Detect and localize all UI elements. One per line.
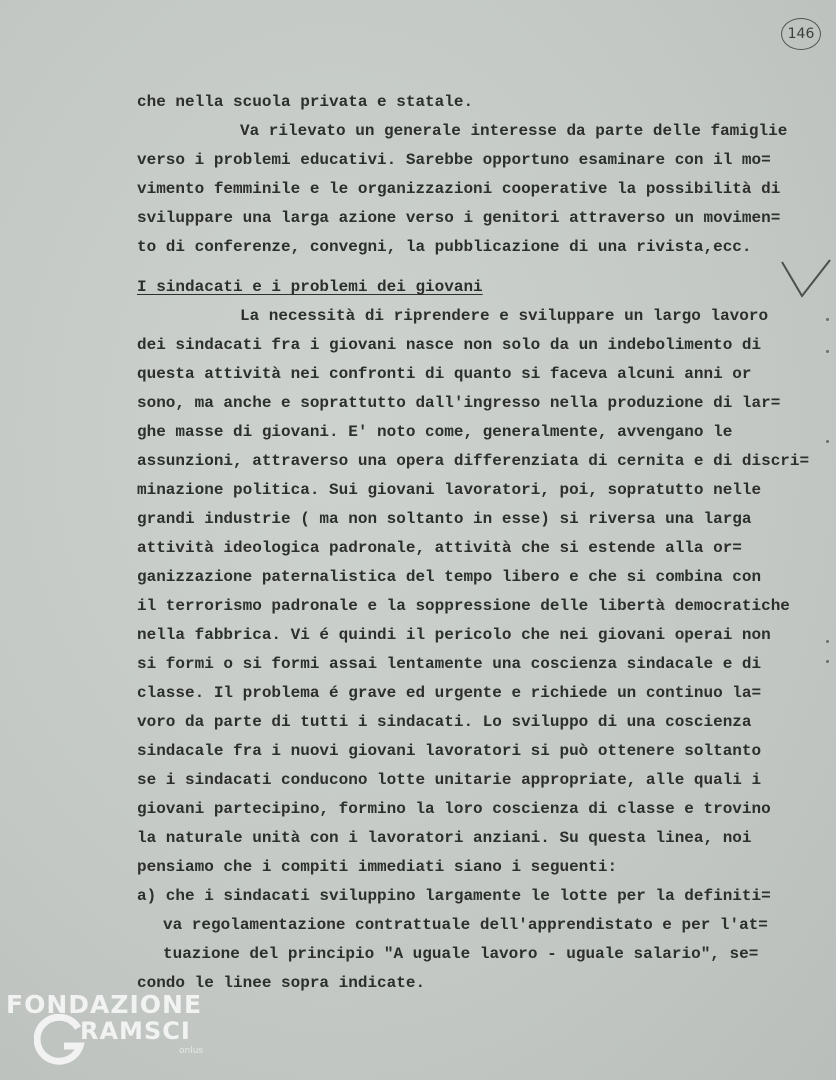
list-item-line: a) che i sindacati sviluppino largamente le lotte per la definiti= <box>137 887 771 905</box>
text-line: che nella scuola privata e statale. <box>137 93 474 111</box>
text-line: vimento femminile e le organizzazioni cooperative la possibilità di <box>137 180 781 198</box>
archive-watermark <box>4 990 214 1072</box>
g-logo-icon <box>34 1014 86 1066</box>
watermark-line1: FONDAZIONE <box>6 990 203 1019</box>
text-line: Va rilevato un generale interesse da parte delle famiglie <box>240 122 788 140</box>
text-line: classe. Il problema é grave ed urgente e richiede un continuo la= <box>137 684 762 702</box>
section-heading: I sindacati e i problemi dei giovani <box>137 278 483 296</box>
margin-mark <box>826 318 829 321</box>
text-line: nella fabbrica. Vi é quindi il pericolo che nei giovani operai non <box>137 626 771 644</box>
watermark-line2: RAMSCI <box>80 1017 191 1045</box>
text-line: assunzioni, attraverso una opera differenziata di cernita e di discri= <box>137 452 810 470</box>
page-number: 146 <box>787 26 815 42</box>
list-item-line: condo le linee sopra indicate. <box>137 974 426 992</box>
page-number-circle <box>781 18 821 50</box>
checkmark-mark <box>780 258 832 300</box>
text-line: pensiamo che i compiti immediati siano i seguenti: <box>137 858 618 876</box>
text-line: attività ideologica padronale, attività che si estende alla or= <box>137 539 742 557</box>
text-line: dei sindacati fra i giovani nasce non solo da un indebolimento di <box>137 336 762 354</box>
text-line: to di conferenze, convegni, la pubblicazione di una rivista,ecc. <box>137 238 752 256</box>
text-line: ganizzazione paternalistica del tempo libero e che si combina con <box>137 568 762 586</box>
text-line: grandi industrie ( ma non soltanto in esse) si riversa una larga <box>137 510 752 528</box>
text-line: se i sindacati conducono lotte unitarie appropriate, alle quali i <box>137 771 762 789</box>
list-item-line: va regolamentazione contrattuale dell'apprendistato e per l'at= <box>163 916 768 934</box>
margin-mark <box>826 440 829 443</box>
list-item-line: tuazione del principio "A uguale lavoro - uguale salario", se= <box>163 945 759 963</box>
text-line: la naturale unità con i lavoratori anziani. Su questa linea, noi <box>137 829 752 847</box>
text-line: si formi o si formi assai lentamente una coscienza sindacale e di <box>137 655 762 673</box>
text-line: La necessità di riprendere e sviluppare un largo lavoro <box>240 307 769 325</box>
text-line: minazione politica. Sui giovani lavoratori, poi, sopratutto nelle <box>137 481 762 499</box>
text-line: sono, ma anche e soprattutto dall'ingresso nella produzione di lar= <box>137 394 781 412</box>
text-line: sindacale fra i nuovi giovani lavoratori si può ottenere soltanto <box>137 742 762 760</box>
margin-mark <box>826 350 829 353</box>
text-line: ghe masse di giovani. E' noto come, generalmente, avvengano le <box>137 423 733 441</box>
text-line: il terrorismo padronale e la soppressione delle libertà democratiche <box>137 597 790 615</box>
text-line: sviluppare una larga azione verso i genitori attraverso un movimen= <box>137 209 781 227</box>
margin-mark <box>826 640 829 643</box>
text-line: verso i problemi educativi. Sarebbe opportuno esaminare con il mo= <box>137 151 771 169</box>
text-line: giovani partecipino, formino la loro coscienza di classe e trovino <box>137 800 771 818</box>
margin-mark <box>826 660 829 663</box>
text-line: questa attività nei confronti di quanto si faceva alcuni anni or <box>137 365 752 383</box>
text-line: voro da parte di tutti i sindacati. Lo sviluppo di una coscienza <box>137 713 752 731</box>
watermark-small: onlus <box>179 1046 204 1056</box>
